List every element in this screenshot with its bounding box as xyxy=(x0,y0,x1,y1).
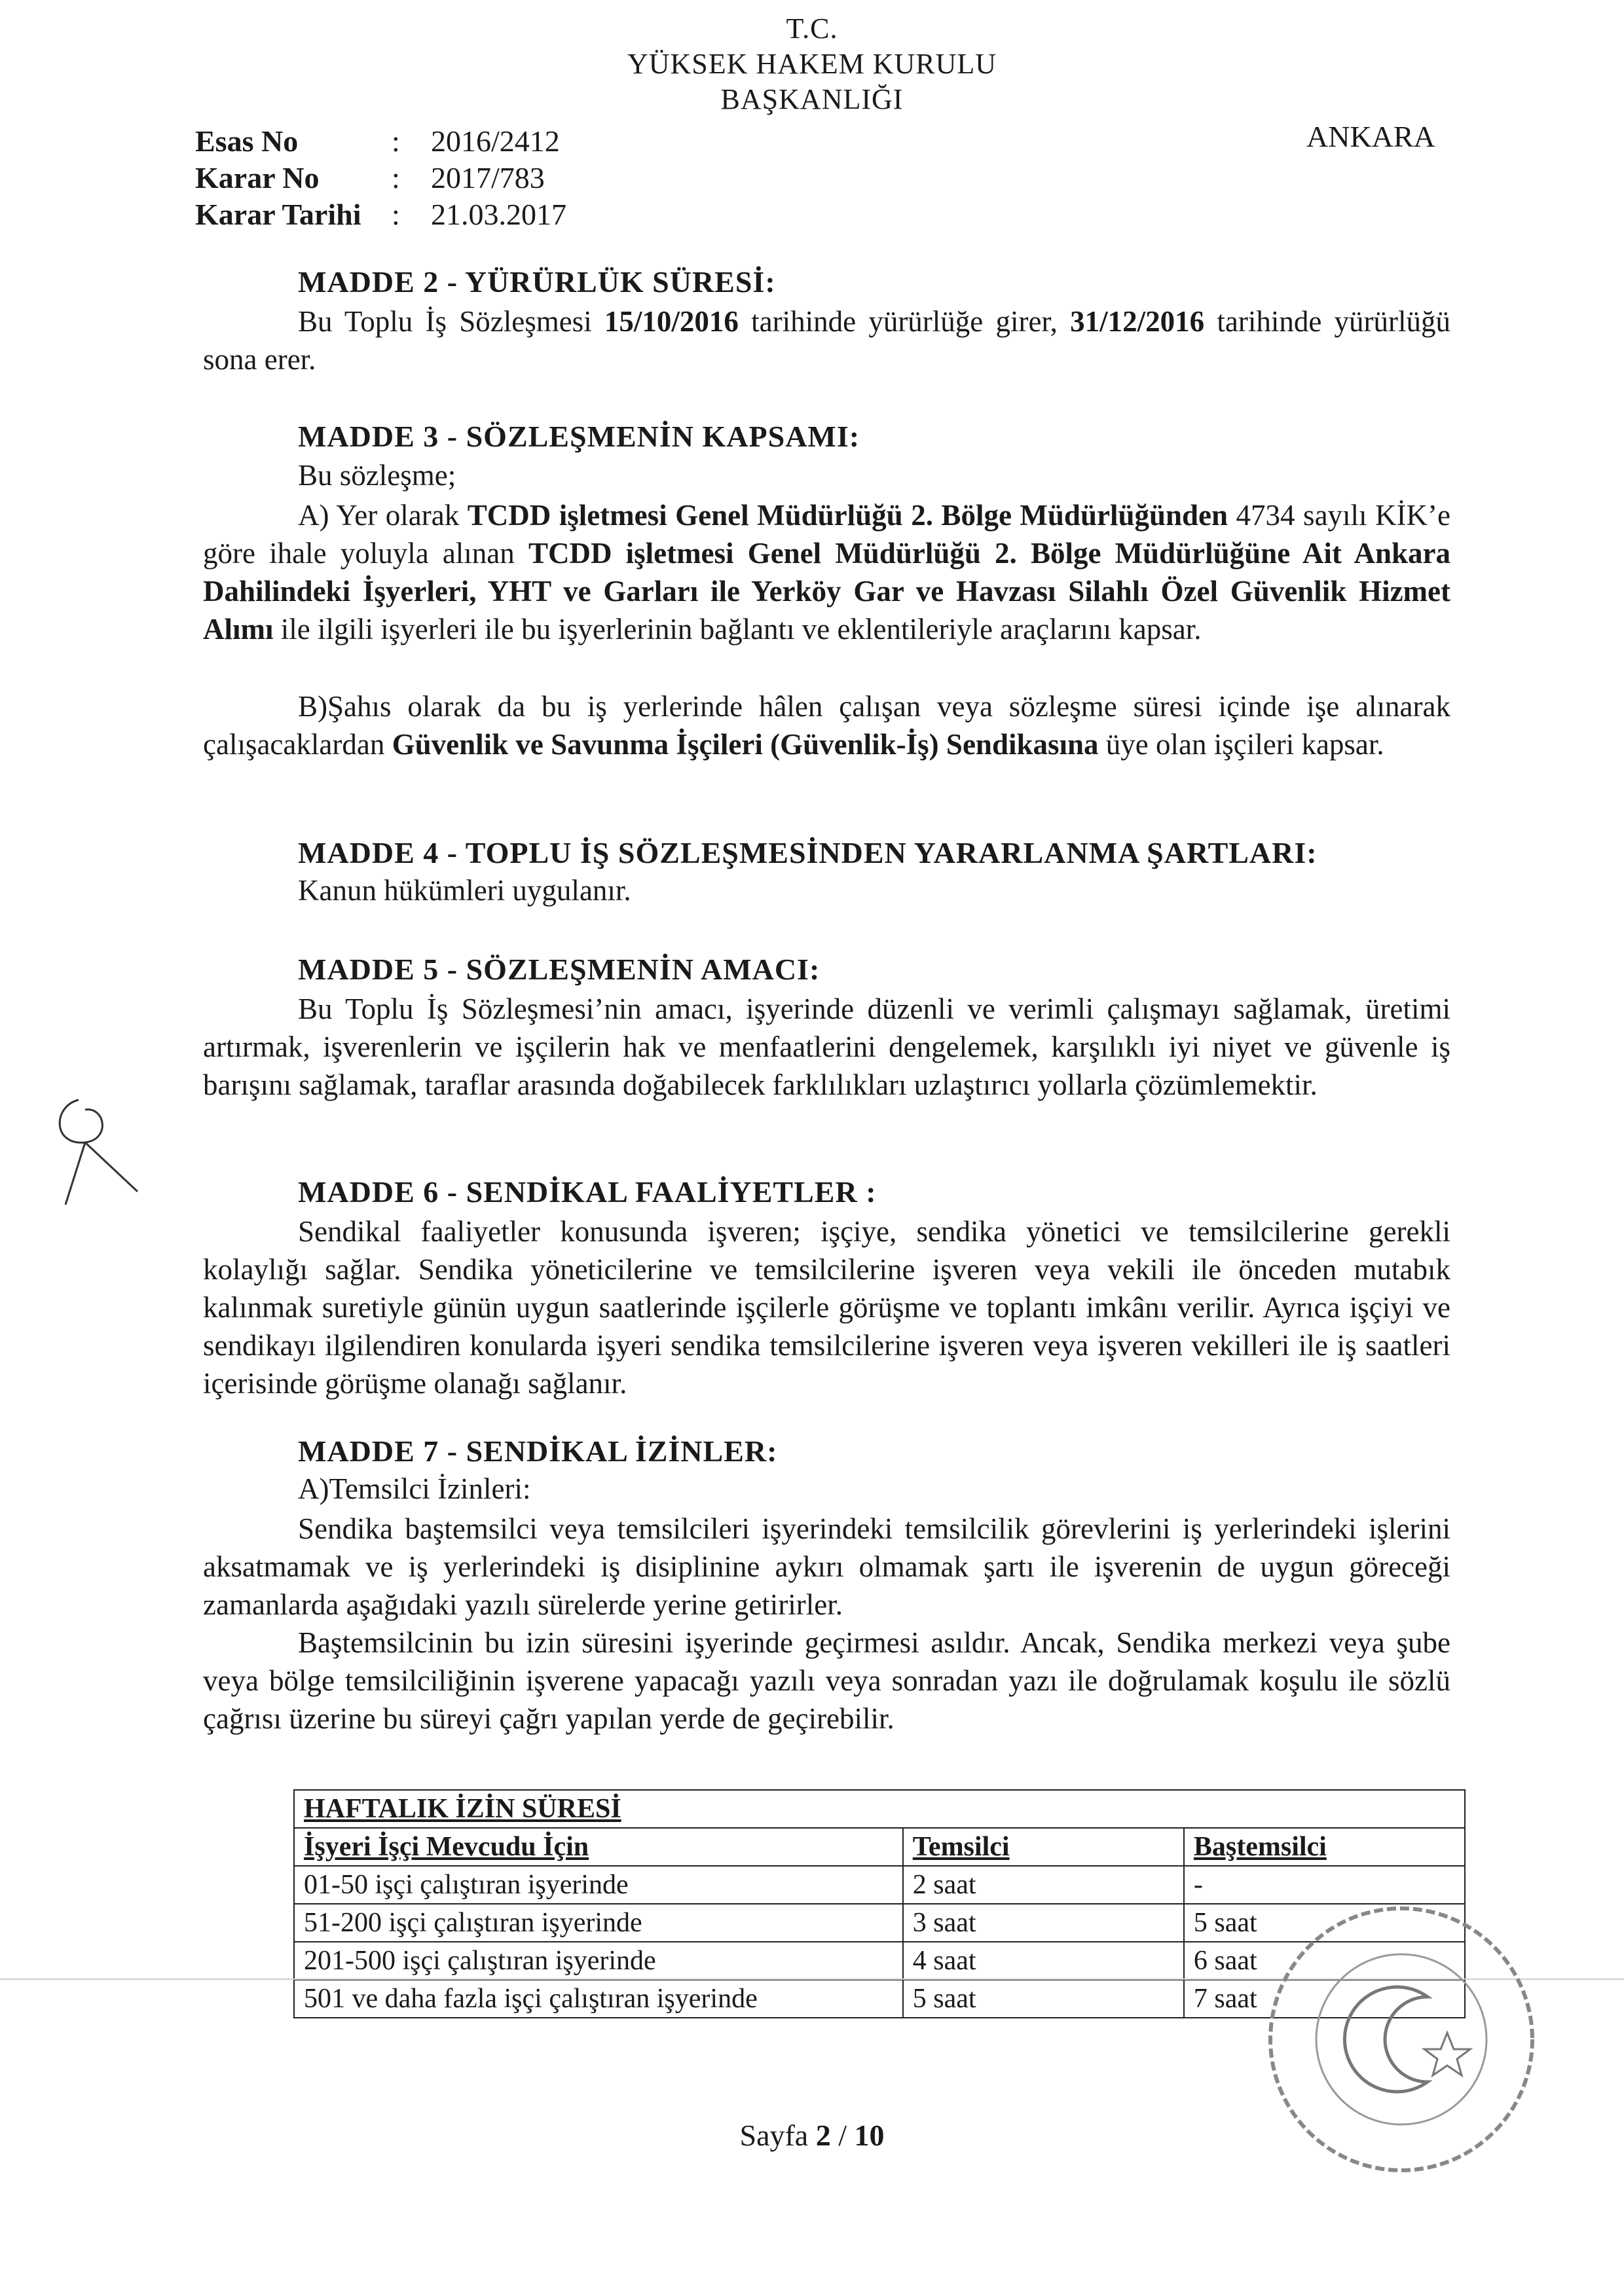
cell-isyeri: 51-200 işçi çalıştıran işyerinde xyxy=(294,1904,903,1942)
madde3-heading: MADDE 3 - SÖZLEŞMENİN KAPSAMI: xyxy=(298,420,860,453)
cell-bastemsilci: 6 saat xyxy=(1184,1942,1465,1980)
footer-total: 10 xyxy=(854,2119,885,2152)
karar-colon: : xyxy=(392,161,400,194)
madde3-b: B)Şahıs olarak da bu iş yerlerinde hâlen çalışan veya sözleşme süresi içinde işe alınarak çalışacaklardan Güvenlik ve Savunma İşçileri (Güvenlik-İş) Sendikasına üye olan işçileri kapsar. xyxy=(203,690,1450,761)
col-header-temsilci: Temsilci xyxy=(903,1828,1184,1866)
cell-temsilci: 4 saat xyxy=(903,1942,1184,1980)
madde4-heading: MADDE 4 - TOPLU İŞ SÖZLEŞMESİNDEN YARARLANMA ŞARTLARI: xyxy=(298,836,1318,869)
esas-value: 2016/2412 xyxy=(431,124,560,158)
madde3-intro: Bu sözleşme; xyxy=(298,459,456,492)
esas-colon: : xyxy=(392,124,400,158)
esas-label: Esas No xyxy=(195,124,299,158)
footer-label: Sayfa xyxy=(739,2119,816,2152)
cell-temsilci: 3 saat xyxy=(903,1904,1184,1942)
tarih-row xyxy=(195,196,566,233)
cell-temsilci: 5 saat xyxy=(903,1980,1184,2018)
header-tc: T.C. xyxy=(786,12,838,45)
footer-sep: / xyxy=(830,2119,855,2152)
madde7-heading: MADDE 7 - SENDİKAL İZİNLER: xyxy=(298,1434,778,1468)
madde3-a: A) Yer olarak TCDD işletmesi Genel Müdürlüğü 2. Bölge Müdürlüğünden 4734 sayılı KİK’e göre ihale yoluyla alınan TCDD işletmesi Genel Müdürlüğü 2. Bölge Müdürlüğüne Ait Ankara Dahilindeki İşyerleri, YHT ve Garları ile Yerköy Gar ve Havzası Silahlı Özel Güvenlik Hizmet Alımı ile ilgili işyerleri ile bu işyerlerinin bağlantı ve eklentileriyle araçlarını kapsar. xyxy=(203,499,1450,646)
tarih-label: Karar Tarihi xyxy=(195,198,361,231)
madde2-text: Bu Toplu İş Sözleşmesi 15/10/2016 tarihinde yürürlüğe girer, 31/12/2016 tarihinde yürürlüğü sona erer. xyxy=(203,305,1450,376)
col-header-bastemsilci: Baştemsilci xyxy=(1184,1828,1465,1866)
madde7-sub: A)Temsilci İzinleri: xyxy=(298,1472,531,1505)
cell-isyeri: 501 ve daha fazla işçi çalıştıran işyerinde xyxy=(294,1980,903,2018)
header-institution: YÜKSEK HAKEM KURULU xyxy=(627,48,997,80)
cell-temsilci: 2 saat xyxy=(903,1866,1184,1904)
madde5-text: Bu Toplu İş Sözleşmesi’nin amacı, işyerinde düzenli ve verimli çalışmayı sağlamak, üretimi artırmak, işverenlerin ve işçilerin hak ve menfaatlerini dengelemek, karşılıklı iyi niyet ve güvenle iş barışını sağlamak, taraflar arasında doğabilecek farklılıkları uzlaştırıcı yollarla çözümlemektir. xyxy=(203,993,1450,1101)
handwritten-initial-icon xyxy=(39,1080,151,1211)
madde6-text: Sendikal faaliyetler konusunda işveren; işçiye, sendika yönetici ve temsilcilerine gerekli kolaylığı sağlar. Sendika yöneticilerine ve temsilcilerine işveren veya vekili ile önceden mutabık kalınmak suretiyle günün uygun saatlerinde işçilerle görüşme ve toplantı imkânı verilir. Ayrıca işçiyi ve sendikayı ilgilendiren konularda işyeri sendika temsilcilerine işveren veya işveren vekilleri ile iş saatleri içerisinde görüşme olanağı sağlanır. xyxy=(203,1215,1450,1400)
header-department: BAŞKANLIĞI xyxy=(720,83,904,115)
tarih-value: 21.03.2017 xyxy=(431,198,566,231)
madde6-heading: MADDE 6 - SENDİKAL FAALİYETLER : xyxy=(298,1175,877,1209)
madde7-p2: Baştemsilcinin bu izin süresini işyerinde geçirmesi asıldır. Ancak, Sendika merkezi veya şube veya bölge temsilciliğinin işverene yapacağı yazılı veya sonradan yazı ile doğrulamak koşulu ile sözlü çağrısı üzerine bu süreyi çağrı yapılan yerde de geçirebilir. xyxy=(203,1626,1450,1735)
cell-isyeri: 01-50 işçi çalıştıran işyerinde xyxy=(294,1866,903,1904)
table-header-row xyxy=(294,1828,1465,1866)
header-city: ANKARA xyxy=(1306,120,1435,153)
tarih-colon: : xyxy=(392,198,400,231)
table-title: HAFTALIK İZİN SÜRESİ xyxy=(294,1790,1465,1828)
cell-bastemsilci: - xyxy=(1184,1866,1465,1904)
madde4-text: Kanun hükümleri uygulanır. xyxy=(298,874,631,907)
cell-bastemsilci: 7 saat xyxy=(1184,1980,1465,2018)
cell-isyeri: 201-500 işçi çalıştıran işyerinde xyxy=(294,1942,903,1980)
madde7-p1: Sendika baştemsilci veya temsilcileri işyerindeki temsilcilik görevlerini iş yerlerindeki işlerini aksatmamak ve iş yerlerindeki iş disiplinine aykırı olmamak şartı ile işverenin de uygun göreceği zamanlarda aşağıdaki yazılı sürelerde yerine getirirler. xyxy=(203,1512,1450,1621)
madde2-heading: MADDE 2 - YÜRÜRLÜK SÜRESİ: xyxy=(298,265,776,299)
karar-value: 2017/783 xyxy=(431,161,545,194)
case-meta xyxy=(195,123,566,233)
table-title-row xyxy=(294,1790,1465,1828)
karar-label: Karar No xyxy=(195,161,320,194)
col-header-isyeri: İşyeri İşçi Mevcudu İçin xyxy=(294,1828,903,1866)
page-footer xyxy=(0,2118,1624,2153)
madde5-heading: MADDE 5 - SÖZLEŞMENİN AMACI: xyxy=(298,953,821,986)
karar-row xyxy=(195,160,566,196)
cell-bastemsilci: 5 saat xyxy=(1184,1904,1465,1942)
footer-page: 2 xyxy=(815,2119,831,2152)
esas-row xyxy=(195,123,566,160)
